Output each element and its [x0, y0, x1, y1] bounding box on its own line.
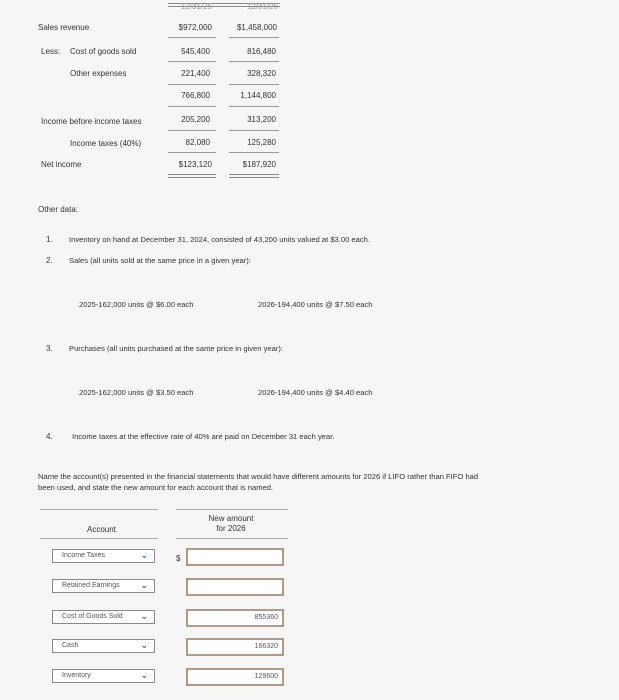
rule — [229, 61, 279, 62]
net-income-2025: $123,120 — [178, 160, 212, 169]
item1-text: Inventory on hand at December 31, 2024, consisted of 43,200 units valued at $3.00 each. — [69, 235, 371, 244]
sales-revenue-label: Sales revenue — [38, 23, 90, 32]
account-select-income-taxes[interactable] — [52, 549, 155, 563]
header-col2: 12/31/26 — [246, 2, 278, 11]
account-select-retained-earnings[interactable] — [52, 579, 155, 593]
rule — [168, 130, 216, 131]
new-amount-input-income-taxes[interactable] — [186, 548, 284, 566]
header-col1: 12/31/25 — [180, 2, 212, 11]
new-amount-value: 855360 — [254, 614, 278, 621]
table-top-rule — [40, 509, 158, 510]
account-select-cash[interactable] — [52, 639, 155, 653]
new-amount-input-cash[interactable] — [186, 638, 284, 656]
net-income-label: Net income — [41, 160, 82, 169]
other-data-heading: Other data: — [38, 205, 79, 214]
item3-text: Purchases (all units purchased at the same price in given year): — [69, 344, 283, 353]
item-number: 1. — [46, 235, 53, 244]
account-select-value: Income Taxes — [62, 552, 106, 559]
new-amount-value: 129600 — [254, 673, 278, 680]
question-line2: been used, and state the new amount for each account that is named. — [38, 483, 274, 492]
new-amount-value: 166320 — [254, 643, 278, 650]
other-expenses-label: Other expenses — [70, 69, 127, 78]
rule — [229, 37, 279, 38]
purchases-2025: 2025-162,000 units @ $3.50 each — [79, 388, 194, 397]
income-taxes-label: Income taxes (40%) — [70, 139, 142, 148]
less-label: Less: — [41, 47, 61, 56]
income-taxes-2025: 82,080 — [185, 138, 210, 147]
account-select-value: Cash — [62, 642, 79, 649]
sales-revenue-2026: $1,458,000 — [236, 23, 277, 32]
new-amount-input-retained-earnings[interactable] — [186, 578, 284, 596]
rule — [168, 61, 216, 62]
sales-2025: 2025-162,000 units @ $6.00 each — [79, 300, 194, 309]
header-rule — [176, 538, 288, 539]
new-amount-input-cost-of-goods-sold[interactable] — [186, 609, 284, 627]
double-rule — [229, 174, 279, 178]
item-number: 3. — [46, 344, 53, 353]
rule — [229, 84, 279, 85]
sales-2026: 2026-194,400 units @ $7.50 each — [258, 300, 373, 309]
rule — [168, 84, 216, 85]
new-amount-input-inventory[interactable] — [186, 668, 284, 686]
income-before-taxes-2025: 205,200 — [181, 115, 210, 124]
income-before-taxes-2026: 313,200 — [247, 115, 276, 124]
chevron-down-icon: ⌄ — [140, 611, 148, 621]
income-before-taxes-label: Income before income taxes — [41, 117, 142, 126]
chevron-down-icon: ⌄ — [140, 580, 148, 590]
item4-text: Income taxes at the effective rate of 40% are paid on December 31 each year. — [72, 432, 335, 441]
item-number: 2. — [46, 256, 53, 265]
chevron-down-icon: ⌄ — [140, 550, 148, 560]
table-top-rule — [176, 509, 288, 510]
rule — [229, 152, 279, 153]
rule — [168, 37, 216, 38]
header-rule — [40, 538, 158, 539]
sales-revenue-2025: $972,000 — [178, 23, 212, 32]
rule — [168, 106, 216, 107]
account-select-value: Cost of Goods Sold — [62, 613, 123, 620]
other-expenses-2026: 328,320 — [247, 69, 276, 78]
other-expenses-2025: 221,400 — [181, 69, 210, 78]
rule — [229, 106, 279, 107]
chevron-down-icon: ⌄ — [140, 670, 148, 680]
col-account-header: Account — [87, 525, 116, 534]
cogs-label: Cost of goods sold — [70, 47, 137, 56]
subtotal-2025: 766,800 — [181, 91, 210, 100]
rule — [229, 130, 279, 131]
income-taxes-2026: 125,280 — [247, 138, 276, 147]
dollar-sign: $ — [176, 554, 181, 563]
subtotal-2026: 1,144,800 — [240, 91, 276, 100]
cogs-2025: 545,400 — [181, 47, 210, 56]
rule — [168, 152, 216, 153]
account-select-value: Inventory — [62, 672, 91, 679]
question-line1: Name the account(s) presented in the financial statements that would have different amounts for 2026 if LIFO rather than FIFO had — [38, 472, 479, 481]
account-select-value: Retained Earnings — [62, 582, 120, 589]
account-select-cost-of-goods-sold[interactable] — [52, 610, 155, 624]
double-rule — [168, 174, 216, 178]
chevron-down-icon: ⌄ — [140, 640, 148, 650]
item2-text: Sales (all units sold at the same price in a given year): — [69, 256, 251, 265]
item-number: 4. — [46, 432, 53, 441]
account-select-inventory[interactable] — [52, 669, 155, 683]
purchases-2026: 2026-194,400 units @ $4.40 each — [258, 388, 373, 397]
cogs-2026: 816,480 — [247, 47, 276, 56]
net-income-2026: $187,920 — [242, 160, 276, 169]
col-new-amount-header: New amount — [208, 514, 254, 523]
col-new-amount-header-year: for 2026 — [216, 524, 246, 533]
